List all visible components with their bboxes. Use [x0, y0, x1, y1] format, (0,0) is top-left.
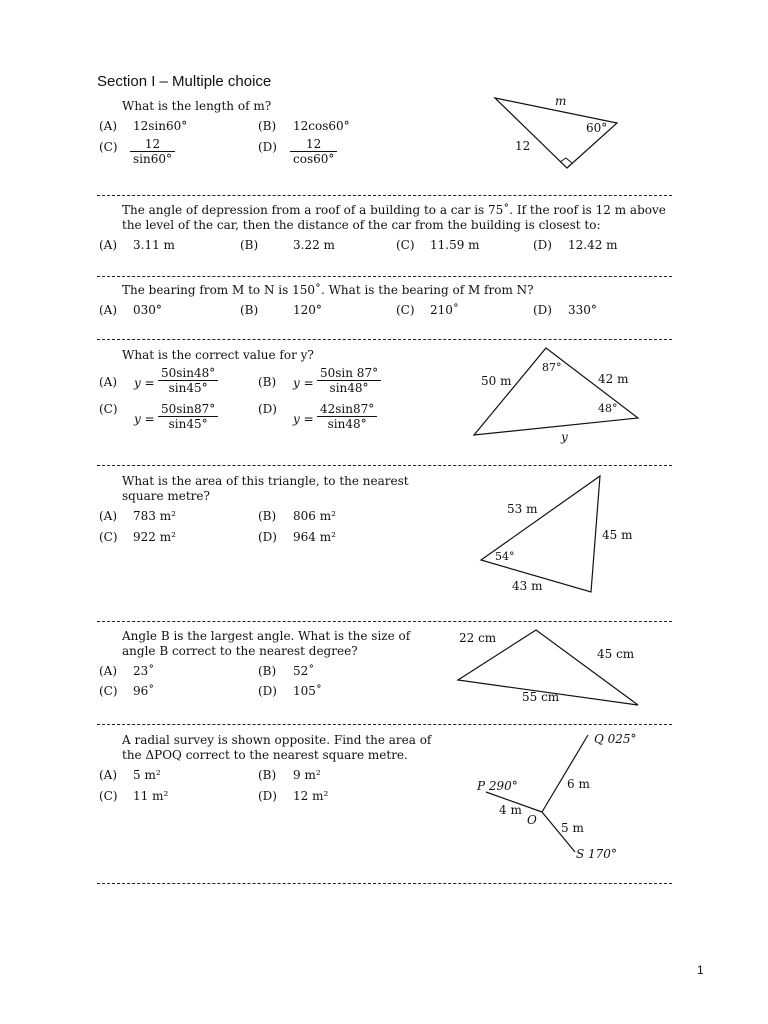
q6-option-b-value: 52˚: [293, 664, 315, 678]
q3-option-b-label: (B): [240, 303, 259, 317]
q7-radial-survey-diagram: [470, 727, 650, 867]
q6-option-b-label: (B): [258, 664, 277, 678]
q1-option-d-label: (D): [258, 140, 277, 154]
q2-option-a-value: 3.11 m: [133, 238, 175, 252]
q6-option-d-label: (D): [258, 684, 277, 698]
fraction-denominator: sin45°: [158, 416, 218, 431]
hypotenuse-label: 12: [515, 139, 531, 153]
point-s-label: S 170°: [576, 847, 617, 861]
q4-option-b-fraction: [317, 366, 381, 395]
q7-option-b-value: 9 m²: [293, 768, 321, 782]
q2-option-b-label: (B): [240, 238, 259, 252]
q3-option-a-label: (A): [99, 303, 118, 317]
side-bottom-label: 55 cm: [522, 690, 560, 704]
q7-option-b-label: (B): [258, 768, 277, 782]
page-number: 1: [697, 963, 704, 977]
question-6-text-line1: Angle B is the largest angle. What is the size of: [122, 629, 411, 643]
fraction-denominator: cos60°: [290, 151, 337, 166]
side-left-label: 50 m: [481, 374, 512, 388]
separator: [97, 195, 672, 196]
q4-option-c-lhs: y =: [134, 412, 155, 426]
q4-option-b-label: (B): [258, 375, 277, 389]
q7-option-a-label: (A): [99, 768, 118, 782]
point-p-label: P 290°: [477, 779, 518, 793]
side-top-label: 53 m: [507, 502, 538, 516]
fraction-denominator: sin45°: [158, 380, 218, 395]
q3-option-d-label: (D): [533, 303, 552, 317]
fraction-denominator: sin48°: [317, 416, 377, 431]
q2-option-c-value: 11.59 m: [430, 238, 480, 252]
q6-triangle-diagram: [452, 625, 647, 710]
q4-option-a-lhs: y =: [134, 376, 155, 390]
q7-option-c-value: 11 m²: [133, 789, 169, 803]
line-oq: [542, 735, 588, 812]
q2-option-a-label: (A): [99, 238, 118, 252]
side-bottom-label: 43 m: [512, 579, 543, 593]
separator: [97, 621, 672, 622]
q1-right-triangle-diagram: [480, 90, 640, 180]
triangle-shape: [481, 476, 600, 592]
q4-option-d-lhs: y =: [293, 412, 314, 426]
q1-option-b-label: (B): [258, 119, 277, 133]
q6-option-a-label: (A): [99, 664, 118, 678]
q5-option-b-label: (B): [258, 509, 277, 523]
q7-option-c-label: (C): [99, 789, 118, 803]
fraction-numerator: 50sin 87°: [320, 366, 379, 380]
separator: [97, 339, 672, 340]
fraction-numerator: 50sin48°: [161, 366, 216, 380]
q4-option-d-label: (D): [258, 402, 277, 416]
question-5-text-line1: What is the area of this triangle, to the nearest: [122, 474, 409, 488]
question-7-text-line1: A radial survey is shown opposite. Find the area of: [122, 733, 432, 747]
side-right-label: 45 m: [602, 528, 633, 542]
q4-option-c-fraction: [158, 402, 218, 431]
side-bottom-label: y: [561, 430, 568, 444]
q2-option-d-value: 12.42 m: [568, 238, 618, 252]
fraction-denominator: sin60°: [130, 151, 175, 166]
q5-option-a-value: 783 m²: [133, 509, 176, 523]
length-op-label: 4 m: [499, 803, 522, 817]
separator: [97, 883, 672, 884]
q5-triangle-diagram: [475, 470, 645, 600]
q3-option-d-value: 330°: [568, 303, 597, 317]
fraction-numerator: 12: [306, 137, 322, 151]
separator: [97, 465, 672, 466]
q6-option-d-value: 105˚: [293, 684, 322, 698]
q2-option-c-label: (C): [396, 238, 415, 252]
q4-option-a-fraction: [158, 366, 218, 395]
q7-option-d-label: (D): [258, 789, 277, 803]
angle-right-label: 48°: [598, 402, 618, 415]
q6-option-c-label: (C): [99, 684, 118, 698]
side-label-m: m: [555, 94, 567, 108]
q3-option-a-value: 030°: [133, 303, 162, 317]
fraction-numerator: 12: [144, 137, 161, 151]
point-q-label: Q 025°: [594, 732, 637, 746]
length-oq-label: 6 m: [567, 777, 590, 791]
q7-option-d-value: 12 m²: [293, 789, 329, 803]
q4-option-c-label: (C): [99, 402, 118, 416]
q4-option-d-fraction: [317, 402, 377, 431]
question-3-text: The bearing from M to N is 150˚. What is the bearing of M from N?: [122, 283, 534, 297]
q1-option-c-fraction: [130, 137, 175, 166]
side-right-label: 42 m: [598, 372, 629, 386]
question-1-text: What is the length of m?: [122, 99, 272, 113]
q5-option-b-value: 806 m²: [293, 509, 336, 523]
question-5-text-line2: square metre?: [122, 489, 210, 503]
question-2-text-line1: The angle of depression from a roof of a building to a car is 75˚. If the roof is 12 m above: [122, 203, 666, 217]
q2-option-b-value: 3.22 m: [293, 238, 335, 252]
q2-option-d-label: (D): [533, 238, 552, 252]
angle-label: 54°: [495, 550, 515, 563]
q5-option-c-value: 922 m²: [133, 530, 176, 544]
section-title: Section I – Multiple choice: [97, 73, 272, 90]
q1-option-d-fraction: [290, 137, 337, 166]
q1-option-c-label: (C): [99, 140, 118, 154]
q3-option-c-value: 210˚: [430, 303, 459, 317]
fraction-numerator: 50sin87°: [161, 402, 216, 416]
q6-option-a-value: 23˚: [133, 664, 155, 678]
angle-top-label: 87°: [542, 361, 562, 374]
q7-option-a-value: 5 m²: [133, 768, 161, 782]
side-left-label: 22 cm: [459, 631, 497, 645]
q5-option-a-label: (A): [99, 509, 118, 523]
separator: [97, 276, 672, 277]
point-o-label: O: [527, 813, 537, 827]
side-right-label: 45 cm: [597, 647, 635, 661]
q5-option-d-label: (D): [258, 530, 277, 544]
fraction-denominator: sin48°: [317, 380, 381, 395]
question-7-text-line2: the ΔPOQ correct to the nearest square metre.: [122, 748, 408, 762]
q4-option-b-lhs: y =: [293, 376, 314, 390]
q1-option-b-value: 12cos60°: [293, 119, 350, 133]
q5-option-d-value: 964 m²: [293, 530, 336, 544]
q4-side-y-label-wrap: [555, 428, 575, 446]
angle-label: 60°: [586, 121, 608, 135]
fraction-numerator: 42sin87°: [320, 402, 375, 416]
q1-option-a-label: (A): [99, 119, 118, 133]
length-os-label: 5 m: [561, 821, 584, 835]
q4-option-a-label: (A): [99, 375, 118, 389]
question-4-text: What is the correct value for y?: [122, 348, 314, 362]
question-6-text-line2: angle B correct to the nearest degree?: [122, 644, 358, 658]
q1-option-a-value: 12sin60°: [133, 119, 188, 133]
separator: [97, 724, 672, 725]
q3-option-c-label: (C): [396, 303, 415, 317]
q5-option-c-label: (C): [99, 530, 118, 544]
question-2-text-line2: the level of the car, then the distance of the car from the building is closest to:: [122, 218, 601, 232]
q3-option-b-value: 120°: [293, 303, 322, 317]
q6-option-c-value: 96˚: [133, 684, 155, 698]
